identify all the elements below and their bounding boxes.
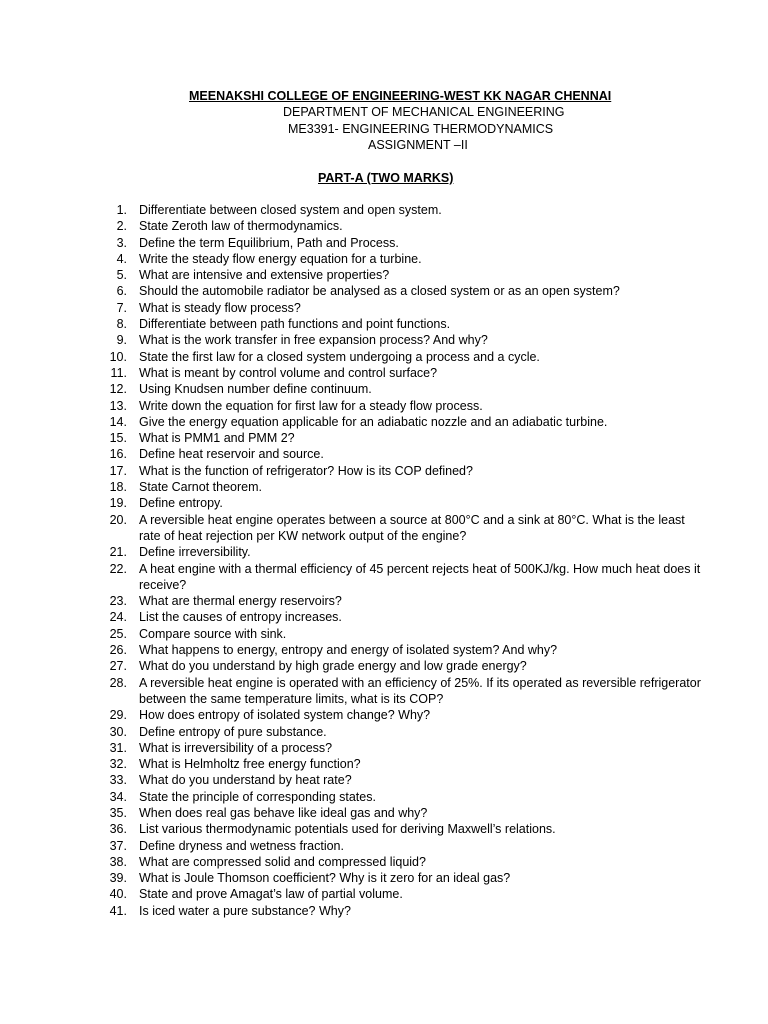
question-text: Define irreversibility.: [139, 545, 251, 560]
question-text: State and prove Amagat’s law of partial volume.: [139, 887, 403, 902]
question-number: 1.: [116, 203, 127, 217]
question-text: Write the steady flow energy equation for a turbine.: [139, 251, 422, 266]
question-number: 18.: [109, 480, 127, 495]
question-text: What do you understand by high grade energy and low grade energy?: [139, 659, 527, 674]
question-item: [0, 593, 768, 609]
question-item: [0, 838, 768, 854]
question-item: [0, 544, 768, 560]
question-number: 10.: [109, 349, 127, 364]
question-number: 26.: [109, 643, 127, 658]
question-number: 24.: [109, 610, 127, 625]
question-text: What do you understand by heat rate?: [139, 773, 352, 788]
question-item: [0, 870, 768, 886]
question-text: When does real gas behave like ideal gas and why?: [139, 805, 428, 820]
question-item: [0, 463, 768, 479]
question-number: 34.: [109, 789, 127, 804]
question-number: 13.: [109, 398, 127, 413]
question-item: [0, 479, 768, 495]
question-text: Define entropy of pure substance.: [139, 724, 327, 739]
question-item: [0, 675, 768, 708]
question-number: 36.: [109, 822, 127, 837]
question-text: What are compressed solid and compressed liquid?: [139, 854, 426, 869]
question-text: Is iced water a pure substance? Why?: [139, 903, 351, 918]
question-text: State the first law for a closed system undergoing a process and a cycle.: [139, 349, 540, 364]
question-text: Differentiate between path functions and point functions.: [139, 317, 451, 332]
question-item: [0, 772, 768, 788]
question-text: What is PMM1 and PMM 2?: [139, 431, 295, 446]
question-text: Define the term Equilibrium, Path and Process.: [139, 235, 399, 250]
question-item: [0, 251, 768, 267]
department-name: DEPARTMENT OF MECHANICAL ENGINEERING: [283, 105, 565, 119]
question-number: 12.: [109, 382, 127, 397]
question-item: [0, 903, 768, 919]
question-number: 30.: [109, 724, 127, 739]
question-item: [0, 854, 768, 870]
part-heading: PART-A (TWO MARKS): [318, 171, 454, 185]
question-text: List the causes of entropy increases.: [139, 610, 342, 625]
question-item: [0, 332, 768, 348]
question-item: [0, 414, 768, 430]
course-title: ME3391- ENGINEERING THERMODYNAMICS: [288, 122, 554, 136]
question-text: How does entropy of isolated system change? Why?: [139, 708, 431, 723]
question-item: [0, 430, 768, 446]
question-item: [0, 821, 768, 837]
question-text: State Zeroth law of thermodynamics.: [139, 219, 343, 234]
question-item: [0, 756, 768, 772]
question-item: [0, 658, 768, 674]
question-text: Compare source with sink.: [139, 626, 287, 641]
question-item: [0, 626, 768, 642]
question-item: [0, 642, 768, 658]
question-item: [0, 512, 768, 545]
question-text: A reversible heat engine is operated with an efficiency of 25%. If its operated as reversible refrigerator between the same temperature limits, what is its COP?: [139, 675, 701, 706]
question-number: 11.: [110, 365, 127, 380]
question-number: 8.: [116, 317, 127, 332]
question-number: 3.: [116, 235, 127, 250]
question-number: 27.: [109, 659, 127, 674]
question-number: 31.: [109, 740, 127, 755]
question-text: Using Knudsen number define continuum.: [139, 382, 372, 397]
question-list: [0, 202, 768, 919]
question-item: [0, 805, 768, 821]
question-text: Give the energy equation applicable for an adiabatic nozzle and an adiabatic turbine.: [139, 414, 608, 429]
question-number: 39.: [109, 871, 127, 886]
question-item: [0, 235, 768, 251]
question-number: 23.: [109, 594, 127, 609]
question-item: [0, 316, 768, 332]
question-text: List various thermodynamic potentials used for deriving Maxwell’s relations.: [139, 822, 556, 837]
question-number: 4.: [116, 251, 127, 266]
question-item: [0, 740, 768, 756]
question-number: 7.: [116, 300, 127, 315]
question-text: Define dryness and wetness fraction.: [139, 838, 344, 853]
college-name: MEENAKSHI COLLEGE OF ENGINEERING-WEST KK NAGAR CHENNAI: [189, 89, 612, 103]
question-text: What is Joule Thomson coefficient? Why is it zero for an ideal gas?: [139, 871, 511, 886]
question-number: 28.: [109, 675, 127, 690]
question-number: 40.: [109, 887, 127, 902]
question-text: What are thermal energy reservoirs?: [139, 594, 342, 609]
question-text: What is the work transfer in free expansion process? And why?: [139, 333, 488, 348]
question-item: [0, 381, 768, 397]
question-item: [0, 495, 768, 511]
question-item: [0, 886, 768, 902]
question-text: A heat engine with a thermal efficiency of 45 percent rejects heat of 500KJ/kg. How much heat does it receive?: [139, 561, 701, 592]
question-text: What happens to energy, entropy and energy of isolated system? And why?: [139, 643, 558, 658]
question-text: State Carnot theorem.: [139, 480, 262, 495]
question-number: 41.: [109, 903, 127, 918]
question-text: Should the automobile radiator be analysed as a closed system or as an open system?: [139, 284, 620, 299]
question-number: 2.: [116, 219, 127, 234]
question-text: What is steady flow process?: [139, 300, 301, 315]
question-text: What is Helmholtz free energy function?: [139, 757, 361, 772]
question-number: 32.: [109, 757, 127, 772]
question-item: [0, 349, 768, 365]
question-number: 17.: [109, 463, 127, 478]
question-number: 21.: [109, 545, 127, 560]
question-number: 5.: [116, 268, 127, 283]
question-number: 33.: [109, 773, 127, 788]
question-number: 15.: [109, 431, 127, 446]
question-number: 37.: [109, 838, 127, 853]
question-number: 6.: [116, 284, 127, 299]
question-number: 35.: [109, 805, 127, 820]
question-number: 22.: [109, 561, 127, 576]
question-text: State the principle of corresponding states.: [139, 789, 376, 804]
question-number: 20.: [109, 512, 127, 527]
question-text: Define heat reservoir and source.: [139, 447, 324, 462]
question-text: Define entropy.: [139, 496, 223, 511]
question-item: [0, 202, 768, 218]
question-item: [0, 283, 768, 299]
question-text: What is irreversibility of a process?: [139, 740, 333, 755]
question-number: 16.: [109, 447, 127, 462]
question-item: [0, 446, 768, 462]
question-item: [0, 609, 768, 625]
question-item: [0, 707, 768, 723]
question-text: Differentiate between closed system and open system.: [139, 203, 442, 217]
question-number: 29.: [109, 708, 127, 723]
question-item: [0, 300, 768, 316]
question-text: What is the function of refrigerator? How is its COP defined?: [139, 463, 473, 478]
assignment-title: ASSIGNMENT –II: [368, 138, 468, 152]
question-item: [0, 365, 768, 381]
question-item: [0, 267, 768, 283]
question-number: 14.: [109, 414, 127, 429]
question-text: Write down the equation for first law for a steady flow process.: [139, 398, 483, 413]
question-item: [0, 398, 768, 414]
question-number: 25.: [109, 626, 127, 641]
question-item: [0, 724, 768, 740]
question-text: A reversible heat engine operates between a source at 800°C and a sink at 80°C. What is the least rate of heat rejection per KW network output of the engine?: [139, 512, 685, 543]
question-text: What are intensive and extensive properties?: [139, 268, 390, 283]
question-number: 19.: [109, 496, 127, 511]
question-item: [0, 561, 768, 594]
question-item: [0, 789, 768, 805]
question-number: 38.: [109, 854, 127, 869]
question-item: [0, 218, 768, 234]
question-number: 9.: [116, 333, 127, 348]
question-text: What is meant by control volume and control surface?: [139, 365, 438, 380]
